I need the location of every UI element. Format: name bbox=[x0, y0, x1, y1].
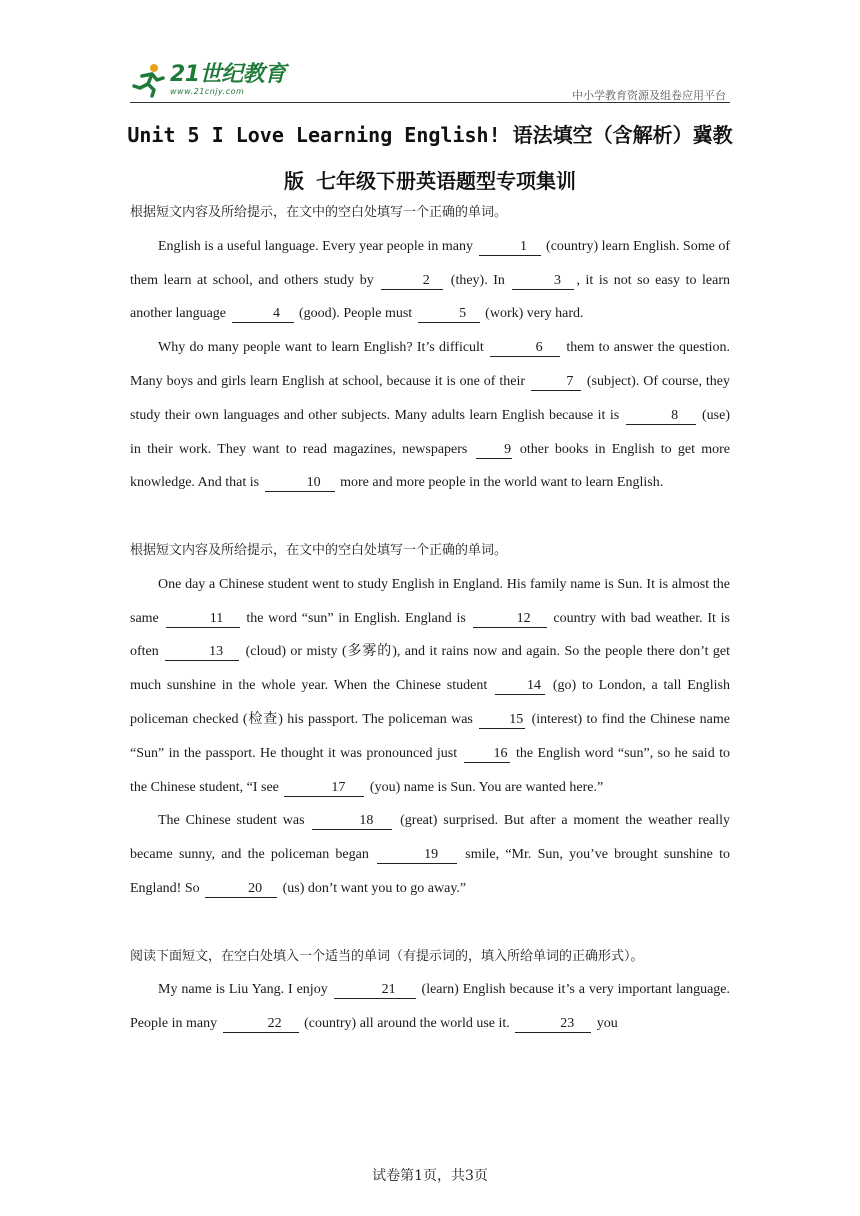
blank-2[interactable]: 2 bbox=[381, 273, 443, 290]
blank-21[interactable]: 21 bbox=[334, 982, 416, 999]
text-run: (you) name is Sun. You are wanted here.” bbox=[366, 779, 604, 795]
page-footer: 试卷第1页，共3页 bbox=[372, 1168, 488, 1184]
blank-19[interactable]: 19 bbox=[377, 847, 457, 864]
blank-7[interactable]: 7 bbox=[531, 374, 581, 391]
blank-12[interactable]: 12 bbox=[473, 611, 547, 628]
text-run: (country) all around the world use it. bbox=[300, 1016, 514, 1032]
section3-paragraph-1 bbox=[130, 973, 730, 1041]
text-run: (us) don’t want you to go away.” bbox=[279, 880, 467, 896]
text-run: (go) to London, a tall English policeman checked (检查) his passport. The policeman was bbox=[130, 678, 730, 727]
section2-instruction: 根据短文内容及所给提示，在文中的空白处填写一个正确的单词。 bbox=[130, 542, 508, 558]
text-run: The Chinese student was bbox=[158, 813, 311, 829]
text-run: (good). People must bbox=[295, 306, 416, 322]
blank-6[interactable]: 6 bbox=[490, 340, 560, 357]
title-line-1: Unit 5 I Love Learning English! 语法填空（含解析）冀教 bbox=[127, 123, 733, 147]
running-figure-icon bbox=[130, 62, 168, 98]
text-run: , it is not so easy to learn another language bbox=[130, 272, 730, 322]
text-run: My name is Liu Yang. I enjoy bbox=[158, 982, 332, 998]
blank-16[interactable]: 16 bbox=[464, 746, 510, 763]
text-run: (learn) English because it’s a very important language. People in many bbox=[130, 982, 731, 1032]
logo-url: www.21cnjy.com bbox=[170, 87, 245, 96]
text-run: more and more people in the world want to learn English. bbox=[336, 475, 664, 491]
section2-paragraph-2 bbox=[130, 804, 730, 905]
blank-15[interactable]: 15 bbox=[479, 712, 525, 729]
text-run: English is a useful language. Every year people in many bbox=[158, 238, 477, 254]
logo-text: 21世纪教育 bbox=[170, 62, 286, 87]
header-divider bbox=[130, 102, 730, 103]
blank-9[interactable]: 9 bbox=[476, 442, 512, 459]
blank-20[interactable]: 20 bbox=[205, 881, 277, 898]
text-run: (use) in their work. They want to read magazines, newspapers bbox=[130, 407, 730, 457]
section2-paragraph-1 bbox=[130, 568, 730, 805]
blank-17[interactable]: 17 bbox=[284, 780, 364, 797]
blank-4[interactable]: 4 bbox=[232, 306, 294, 323]
text-run: Why do many people want to learn English? It’s difficult bbox=[158, 340, 489, 356]
blank-8[interactable]: 8 bbox=[626, 408, 696, 425]
blank-1[interactable]: 1 bbox=[479, 239, 541, 256]
text-run: country with bad weather. It is often bbox=[130, 610, 731, 660]
page-header bbox=[130, 58, 730, 102]
logo bbox=[130, 58, 286, 102]
blank-3[interactable]: 3 bbox=[512, 273, 574, 290]
text-run: (interest) to find the Chinese name “Sun” in the passport. He thought it was pronounced just bbox=[130, 711, 730, 761]
section3-instruction: 阅读下面短文，在空白处填入一个适当的单词（有提示词的，填入所给单词的正确形式）。 bbox=[130, 948, 644, 964]
text-run: you bbox=[593, 1016, 618, 1032]
header-tagline: 中小学教育资源及组卷应用平台 bbox=[572, 89, 726, 102]
text-run: (they). In bbox=[445, 272, 511, 288]
text-run: smile, “Mr. Sun, you’ve brought sunshine to England! So bbox=[130, 847, 730, 896]
blank-10[interactable]: 10 bbox=[265, 475, 335, 492]
text-run: (great) surprised. But after a moment the weather really became sunny, and the policeman began bbox=[130, 813, 730, 863]
section1-paragraph-1 bbox=[130, 230, 730, 331]
text-run: (subject). Of course, they study their own languages and other subjects. Many adults learn English because it is bbox=[130, 373, 730, 423]
blank-13[interactable]: 13 bbox=[165, 644, 239, 661]
text-run: (cloud) or misty (多雾的), and it rains now and again. So the people there don’t get much sunshine in the whole year. When the Chinese student bbox=[130, 644, 731, 694]
document-body bbox=[130, 196, 730, 1041]
text-run: One day a Chinese student went to study English in England. His family name is Sun. It is almost the same bbox=[130, 576, 730, 626]
blank-18[interactable]: 18 bbox=[312, 813, 392, 830]
blank-23[interactable]: 23 bbox=[515, 1016, 591, 1033]
blank-14[interactable]: 14 bbox=[495, 678, 545, 695]
section1-instruction: 根据短文内容及所给提示，在文中的空白处填写一个正确的单词。 bbox=[130, 205, 508, 220]
text-run: the word “sun” in English. England is bbox=[241, 610, 471, 626]
blank-11[interactable]: 11 bbox=[166, 611, 240, 628]
text-run: other books in English to get more knowledge. And that is bbox=[130, 441, 730, 491]
section1-paragraph-2 bbox=[130, 331, 730, 500]
text-run: them to answer the question. Many boys and girls learn English at school, because it is one of their bbox=[130, 340, 730, 389]
text-run: the English word “sun”, so he said to the Chinese student, “I see bbox=[130, 745, 731, 795]
text-run: (work) very hard. bbox=[481, 306, 584, 322]
blank-5[interactable]: 5 bbox=[418, 306, 480, 323]
document-title bbox=[120, 112, 740, 204]
title-line-2: 版 七年级下册英语题型专项集训 bbox=[283, 169, 577, 193]
blank-22[interactable]: 22 bbox=[223, 1016, 299, 1033]
text-run: (country) learn English. Some of them learn at school, and others study by bbox=[130, 238, 730, 288]
